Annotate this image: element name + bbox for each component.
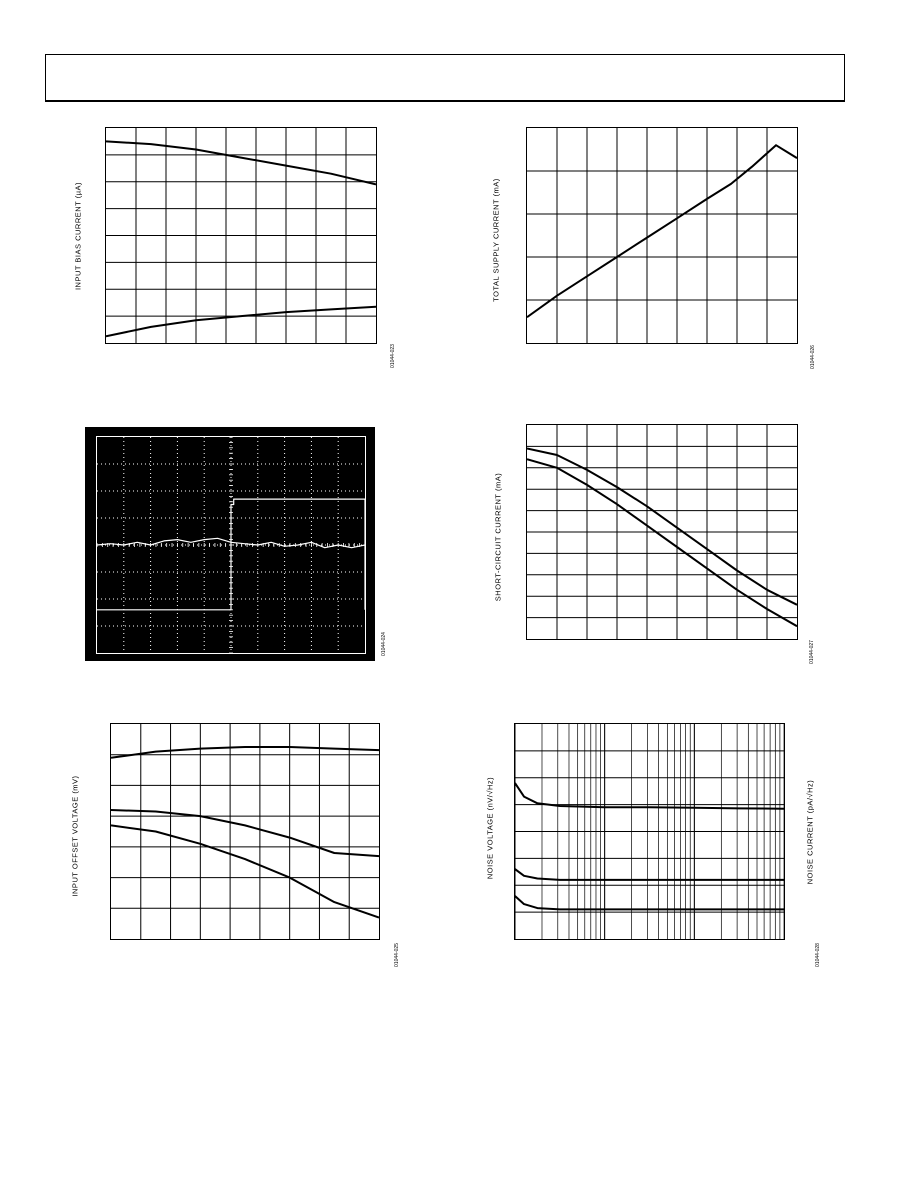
series-line-2	[515, 869, 784, 880]
y-axis-label: INPUT BIAS CURRENT (µA)	[73, 181, 83, 291]
series-line-3	[515, 896, 784, 909]
plot-frame	[526, 424, 798, 640]
figure-id: 01044-024	[381, 632, 387, 656]
chart-svg	[527, 128, 797, 343]
chart-svg	[97, 437, 365, 653]
scope-graticule	[96, 436, 366, 654]
y-axis-label: SHORT-CIRCUIT CURRENT (mA)	[493, 472, 503, 602]
series-line-3	[111, 825, 379, 917]
figure-id: 01044-028	[815, 943, 821, 967]
figure-id: 01044-025	[394, 943, 400, 967]
series-line-2	[111, 810, 379, 856]
chart-svg	[111, 724, 379, 939]
chart-svg	[106, 128, 376, 343]
y-axis-label-left: NOISE VOLTAGE (nV/√Hz)	[485, 776, 495, 880]
chart-svg	[515, 724, 784, 939]
plot-frame	[110, 723, 380, 940]
chart-svg	[527, 425, 797, 639]
series-line-2	[527, 459, 797, 626]
figure-id: 01044-026	[810, 345, 816, 369]
figure-id: 01044-027	[809, 640, 815, 664]
series-line-1	[527, 449, 797, 605]
plot-frame	[514, 723, 785, 940]
page-header-box	[45, 54, 845, 102]
series-line-2	[106, 307, 376, 337]
figure-id: 01044-023	[390, 344, 396, 368]
y-axis-label: INPUT OFFSET VOLTAGE (mV)	[70, 775, 80, 897]
series-line-1	[111, 747, 379, 758]
plot-frame	[105, 127, 377, 344]
y-axis-label-right: NOISE CURRENT (pA/√Hz)	[805, 779, 815, 885]
y-axis-label: TOTAL SUPPLY CURRENT (mA)	[491, 178, 501, 302]
plot-frame	[526, 127, 798, 344]
series-line-1	[106, 141, 376, 184]
series-line-2	[97, 499, 365, 610]
